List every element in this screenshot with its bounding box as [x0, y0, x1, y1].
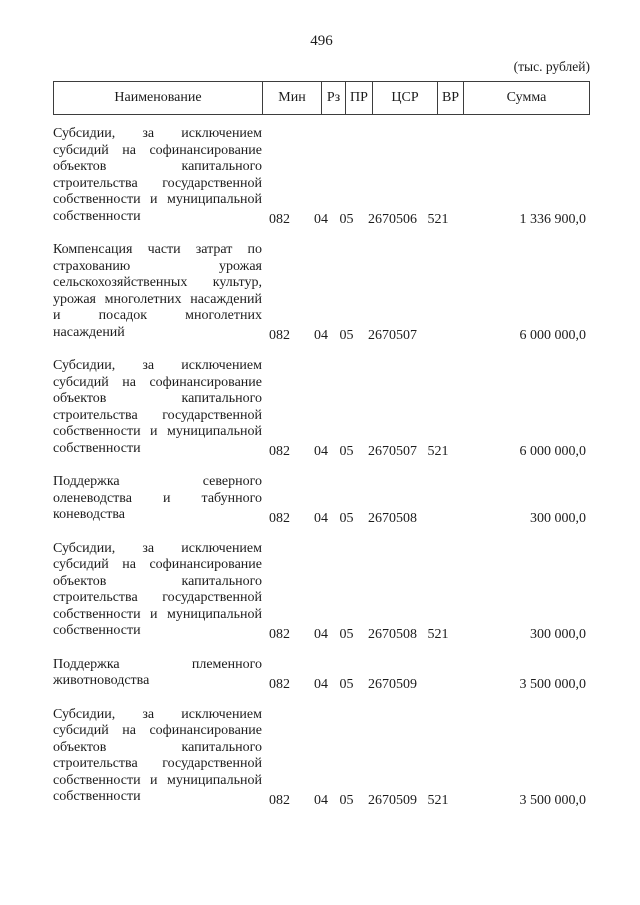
- row-name-line: субсидий на софинансирование: [53, 142, 262, 158]
- row-csr-value: 2670509: [368, 792, 417, 808]
- row-min-value: 082: [269, 626, 290, 642]
- row-name-line: насаждений: [53, 324, 125, 340]
- table-header-row: [53, 81, 590, 115]
- units-note: (тыс. рублей): [513, 59, 590, 74]
- row-name-cell: [53, 126, 262, 225]
- row-min-value: 082: [269, 792, 290, 808]
- row-vr-value: 521: [427, 792, 449, 808]
- row-csr-value: 2670507: [368, 444, 417, 459]
- row-name-line: строительства государственной: [53, 756, 262, 771]
- row-name-line: животноводства: [53, 673, 150, 688]
- row-name-line: коневодства: [53, 507, 126, 522]
- table-row: [53, 707, 590, 806]
- row-min-value: 082: [269, 676, 290, 692]
- row-rz-value: 04: [314, 444, 328, 459]
- row-name-line: Субсидии, за исключением: [53, 358, 262, 373]
- row-name-line: и посадок многолетних: [53, 308, 262, 323]
- row-csr-value: 2670508: [368, 626, 417, 642]
- row-sum-value: 3 500 000,0: [519, 792, 586, 808]
- row-pr-value: 05: [339, 792, 354, 808]
- row-name-line: урожая многолетних насаждений: [53, 291, 262, 307]
- column-header-min: Мин: [263, 82, 322, 114]
- row-csr-value: 2670507: [368, 328, 417, 343]
- table-row: [53, 657, 590, 690]
- row-sum-value: 6 000 000,0: [519, 444, 586, 459]
- row-name-cell: [53, 657, 262, 690]
- row-sum-value: 300 000,0: [530, 510, 586, 526]
- row-name-cell: [53, 541, 262, 640]
- row-name-line: Субсидии, за исключением: [53, 706, 262, 722]
- row-name-cell: [53, 474, 262, 524]
- row-codes: [250, 627, 451, 643]
- row-sum-value: 300 000,0: [530, 626, 586, 642]
- row-name-line: Субсидии, за исключением: [53, 540, 262, 556]
- row-name-line: собственности и муниципальной: [53, 424, 262, 439]
- row-pr-value: 05: [339, 626, 354, 642]
- row-codes: [250, 793, 451, 809]
- row-codes: [250, 511, 451, 527]
- row-pr-value: 05: [339, 510, 354, 526]
- row-csr-value: 2670506: [368, 212, 417, 227]
- page-number: 496: [310, 33, 333, 49]
- table-row: [53, 474, 590, 524]
- row-name-line: субсидий на софинансирование: [53, 723, 262, 738]
- row-codes: [250, 328, 451, 344]
- row-name-line: субсидий на софинансирование: [53, 374, 262, 390]
- row-name-line: объектов капитального: [53, 159, 262, 174]
- row-name-line: собственности: [53, 789, 141, 804]
- row-rz-value: 04: [314, 510, 328, 526]
- row-rz-value: 04: [314, 328, 328, 343]
- row-name-line: собственности: [53, 208, 141, 224]
- row-name-line: страхованию урожая: [53, 258, 262, 274]
- row-name-line: Компенсация части затрат по: [53, 242, 262, 257]
- column-header-rz: Рз: [322, 82, 346, 114]
- row-rz-value: 04: [314, 676, 328, 692]
- row-min-value: 082: [269, 444, 290, 459]
- row-name-line: субсидий на софинансирование: [53, 557, 262, 572]
- row-name-line: строительства государственной: [53, 175, 262, 191]
- row-rz-value: 04: [314, 792, 328, 808]
- row-min-value: 082: [269, 212, 290, 227]
- table-row: [53, 541, 590, 640]
- budget-table: [53, 81, 590, 806]
- row-sum-value: 6 000 000,0: [519, 328, 586, 343]
- row-name-line: Поддержка племенного: [53, 656, 262, 672]
- row-rz-value: 04: [314, 212, 328, 227]
- row-name-line: сельскохозяйственных культур,: [53, 275, 262, 290]
- row-rz-value: 04: [314, 626, 328, 642]
- row-codes: [250, 212, 451, 228]
- row-name-line: собственности: [53, 623, 141, 638]
- row-csr-value: 2670508: [368, 510, 417, 526]
- row-min-value: 082: [269, 328, 290, 343]
- row-pr-value: 05: [339, 444, 354, 459]
- row-vr-value: [425, 677, 451, 693]
- row-csr-value: 2670509: [368, 676, 417, 692]
- row-vr-value: [425, 511, 451, 527]
- row-name-line: объектов капитального: [53, 391, 262, 406]
- document-page: [53, 0, 590, 806]
- row-vr-value: [425, 328, 451, 344]
- row-vr-value: 521: [427, 444, 449, 459]
- row-name-line: объектов капитального: [53, 573, 262, 589]
- row-name-line: собственности: [53, 440, 141, 456]
- row-min-value: 082: [269, 510, 290, 526]
- row-name-line: объектов капитального: [53, 739, 262, 755]
- row-name-line: оленеводства и табунного: [53, 490, 262, 506]
- row-pr-value: 05: [339, 212, 354, 227]
- row-codes: [250, 677, 451, 693]
- row-vr-value: 521: [427, 212, 449, 227]
- row-name-line: собственности и муниципальной: [53, 772, 262, 788]
- row-name-line: собственности и муниципальной: [53, 192, 262, 207]
- table-row: [53, 358, 590, 457]
- row-sum-value: 3 500 000,0: [519, 676, 586, 692]
- row-name-cell: [53, 358, 262, 457]
- row-name-cell: [53, 242, 262, 341]
- table-row: [53, 242, 590, 341]
- row-name-line: Субсидии, за исключением: [53, 126, 262, 141]
- table-body: [53, 126, 590, 806]
- table-row: [53, 126, 590, 225]
- row-sum-value: 1 336 900,0: [519, 212, 586, 227]
- column-header-name: Наименование: [54, 82, 263, 114]
- column-header-csr: ЦСР: [373, 82, 438, 114]
- column-header-sum: Сумма: [506, 90, 547, 105]
- row-vr-value: 521: [427, 626, 449, 642]
- row-name-line: собственности и муниципальной: [53, 606, 262, 622]
- row-name-line: Поддержка северного: [53, 474, 262, 489]
- row-name-cell: [53, 707, 262, 806]
- row-name-line: строительства государственной: [53, 590, 262, 605]
- row-pr-value: 05: [339, 676, 354, 692]
- row-pr-value: 05: [339, 328, 354, 343]
- column-header-vr: ВР: [438, 82, 464, 114]
- row-codes: [250, 444, 451, 460]
- column-header-pr: ПР: [346, 82, 373, 114]
- row-name-line: строительства государственной: [53, 407, 262, 423]
